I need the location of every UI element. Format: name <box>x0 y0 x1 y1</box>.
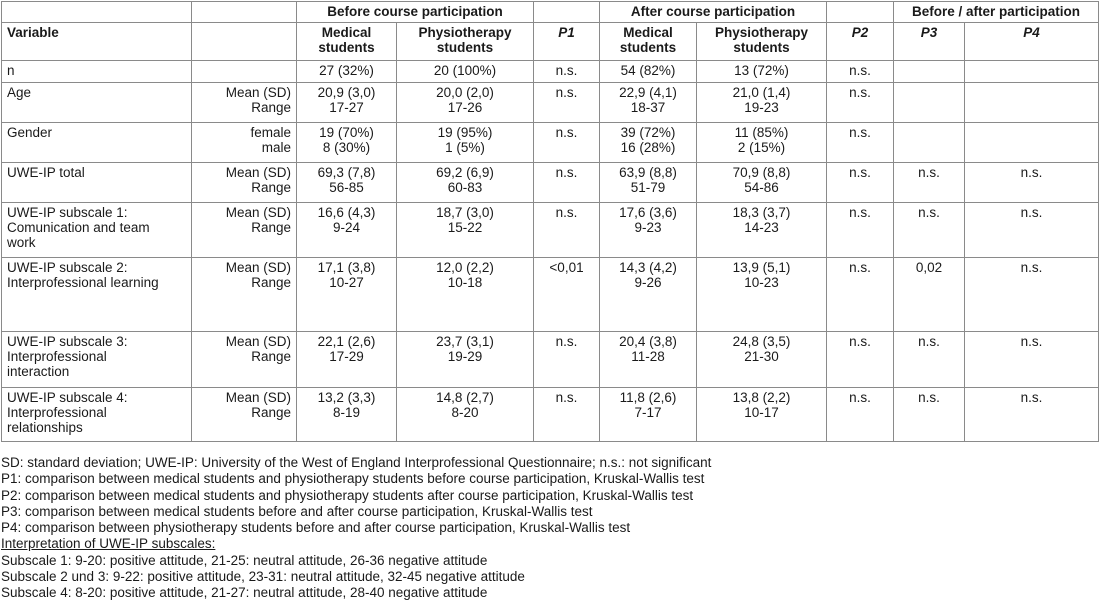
cell-line: Mean (SD) <box>225 390 291 405</box>
cell-line: Range <box>251 100 291 115</box>
cell-line: 13,2 (3,3) <box>317 390 376 405</box>
header-before-group: Before course participation <box>297 2 534 23</box>
cell-line: 69,2 (6,9) <box>436 165 494 180</box>
cell-line: 11,8 (2,6) <box>619 390 677 405</box>
cell-line: 11 (85%) <box>734 125 789 140</box>
cell-p2: n.s. <box>827 203 894 258</box>
cell-line: 21,0 (1,4) <box>732 85 791 100</box>
header-empty-cell <box>192 2 297 23</box>
cell-line: UWE-IP total <box>7 165 85 180</box>
cell-line: 10-23 <box>744 275 779 290</box>
cell-line: female <box>250 125 291 140</box>
cell-p2: n.s. <box>827 83 894 123</box>
cell-before-physio <box>397 123 534 163</box>
header-empty-cell <box>192 23 297 61</box>
cell-line: Range <box>251 349 291 364</box>
header-variable: Variable <box>2 23 192 61</box>
cell-p3: 0,02 <box>894 258 965 332</box>
cell-before-medical <box>297 203 397 258</box>
cell-line: 19 (70%) <box>319 125 374 140</box>
cell-statistic <box>192 83 297 123</box>
cell-line: 1 (5%) <box>445 140 485 155</box>
cell-line: 16 (28%) <box>620 140 676 155</box>
cell-line: Interprofessional learning <box>7 275 159 290</box>
cell-p1: n.s. <box>534 61 600 83</box>
cell-p1: <0,01 <box>534 258 600 332</box>
cell-variable <box>2 258 192 332</box>
cell-before-medical <box>297 83 397 123</box>
header-after-group: After course participation <box>600 2 827 23</box>
cell-p3 <box>894 123 965 163</box>
cell-line: Mean (SD) <box>225 205 291 220</box>
table-row <box>2 332 1099 388</box>
header-group-row <box>2 2 1099 23</box>
cell-line: 39 (72%) <box>620 125 676 140</box>
cell-after-medical <box>600 123 697 163</box>
cell-before-medical <box>297 61 397 83</box>
cell-p4 <box>965 61 1099 83</box>
cell-p4: n.s. <box>965 203 1099 258</box>
cell-after-medical <box>600 163 697 203</box>
footnote: P4: comparison between physiotherapy students before and after course participation, Kruskal-Wallis test <box>1 520 631 536</box>
table-notes <box>1 455 1098 602</box>
header-p4: P4 <box>965 23 1099 61</box>
cell-line: Interprofessional <box>7 349 107 364</box>
cell-line: 56-85 <box>329 180 364 195</box>
cell-line: Mean (SD) <box>225 260 291 275</box>
interpretation-title: Interpretation of UWE-IP subscales: <box>1 536 216 552</box>
cell-after-physio <box>697 388 827 442</box>
interpretation-line: Subscale 4: 8-20: positive attitude, 21-27: neutral attitude, 28-40 negative attitude <box>1 585 488 601</box>
cell-line: 14,3 (4,2) <box>619 260 677 275</box>
header-empty-cell <box>2 2 192 23</box>
cell-p1: n.s. <box>534 332 600 388</box>
cell-after-physio <box>697 332 827 388</box>
header-empty-cell <box>827 2 894 23</box>
cell-p3: n.s. <box>894 388 965 442</box>
cell-after-medical <box>600 388 697 442</box>
cell-line: 8 (30%) <box>322 140 371 155</box>
cell-before-physio <box>397 388 534 442</box>
cell-line: 19-23 <box>744 100 779 115</box>
header-before-medical: Medical students <box>297 23 397 61</box>
cell-line: 10-18 <box>447 275 483 290</box>
cell-line: 20 (100%) <box>433 63 497 78</box>
cell-line: interaction <box>7 364 70 379</box>
cell-after-physio <box>697 123 827 163</box>
table-row <box>2 388 1099 442</box>
cell-p2: n.s. <box>827 61 894 83</box>
cell-after-physio <box>697 163 827 203</box>
cell-line: 17-26 <box>447 100 483 115</box>
cell-variable <box>2 203 192 258</box>
cell-line: 9-23 <box>634 220 662 235</box>
cell-line: relationships <box>7 420 83 435</box>
cell-line: UWE-IP subscale 4: <box>7 390 128 405</box>
header-p3: P3 <box>894 23 965 61</box>
interpretation-line: Subscale 2 und 3: 9-22: positive attitude, 23-31: neutral attitude, 32-45 negative attitude <box>1 569 525 585</box>
cell-statistic <box>192 332 297 388</box>
cell-line: 11-28 <box>631 349 665 364</box>
table-row <box>2 163 1099 203</box>
cell-variable <box>2 163 192 203</box>
cell-line: 51-79 <box>630 180 666 195</box>
cell-line: 9-24 <box>332 220 361 235</box>
cell-p3 <box>894 61 965 83</box>
cell-line: 17-27 <box>329 100 364 115</box>
cell-line: UWE-IP subscale 2: <box>7 260 128 275</box>
cell-variable <box>2 83 192 123</box>
cell-line: 18,3 (3,7) <box>732 205 791 220</box>
cell-line: 20,0 (2,0) <box>436 85 494 100</box>
cell-line: 17-29 <box>329 349 364 364</box>
cell-p4: n.s. <box>965 388 1099 442</box>
cell-line: 23,7 (3,1) <box>436 334 494 349</box>
cell-before-medical <box>297 123 397 163</box>
cell-line: Age <box>7 85 32 100</box>
results-table-frame <box>1 1 1098 442</box>
cell-line: 24,8 (3,5) <box>732 334 791 349</box>
cell-p1: n.s. <box>534 83 600 123</box>
cell-p3 <box>894 83 965 123</box>
cell-variable <box>2 332 192 388</box>
header-before-after-group: Before / after participation <box>894 2 1099 23</box>
cell-line: 63,9 (8,8) <box>619 165 677 180</box>
cell-line: 22,9 (4,1) <box>619 85 677 100</box>
cell-line: UWE-IP subscale 1: <box>7 205 128 220</box>
cell-line: 13,9 (5,1) <box>732 260 791 275</box>
cell-before-physio <box>397 258 534 332</box>
cell-line: 17,1 (3,8) <box>317 260 376 275</box>
cell-line: 8-19 <box>332 405 361 420</box>
cell-line: 19 (95%) <box>437 125 493 140</box>
cell-p4: n.s. <box>965 163 1099 203</box>
cell-after-medical <box>600 332 697 388</box>
cell-p2: n.s. <box>827 123 894 163</box>
footnote: P1: comparison between medical students and physiotherapy students before course participation, Kruskal-Wallis test <box>1 471 705 487</box>
notes-list <box>1 455 1098 536</box>
footnote: P2: comparison between medical students and physiotherapy students after course participation, Kruskal-Wallis test <box>1 487 694 503</box>
cell-statistic <box>192 163 297 203</box>
cell-after-medical <box>600 258 697 332</box>
cell-before-medical <box>297 332 397 388</box>
cell-line: Mean (SD) <box>225 85 291 100</box>
cell-p2: n.s. <box>827 258 894 332</box>
cell-line: 8-20 <box>451 405 479 420</box>
cell-statistic <box>192 258 297 332</box>
cell-p1: n.s. <box>534 388 600 442</box>
cell-line: Range <box>251 275 291 290</box>
cell-p2: n.s. <box>827 163 894 203</box>
cell-after-physio <box>697 61 827 83</box>
interpretation-line: Subscale 1: 9-20: positive attitude, 21-25: neutral attitude, 26-36 negative attitude <box>1 552 488 568</box>
header-after-medical: Medical students <box>600 23 697 61</box>
cell-p1: n.s. <box>534 163 600 203</box>
cell-line: UWE-IP subscale 3: <box>7 334 128 349</box>
cell-before-medical <box>297 258 397 332</box>
cell-line: 10-17 <box>744 405 779 420</box>
cell-statistic <box>192 61 297 83</box>
cell-line: 69,3 (7,8) <box>317 165 376 180</box>
cell-p3: n.s. <box>894 332 965 388</box>
cell-line: Mean (SD) <box>225 165 291 180</box>
cell-line: 15-22 <box>447 220 483 235</box>
cell-before-physio <box>397 163 534 203</box>
cell-line: 16,6 (4,3) <box>317 205 376 220</box>
cell-line: 27 (32%) <box>319 63 374 78</box>
cell-line: Mean (SD) <box>225 334 291 349</box>
table-row <box>2 83 1099 123</box>
cell-after-medical <box>600 203 697 258</box>
cell-line: work <box>7 235 36 250</box>
cell-line: 20,9 (3,0) <box>317 85 376 100</box>
cell-variable <box>2 388 192 442</box>
cell-before-physio <box>397 203 534 258</box>
cell-line: 54-86 <box>744 180 779 195</box>
header-before-physio: Physiotherapy students <box>397 23 534 61</box>
cell-line: 14-23 <box>744 220 779 235</box>
cell-after-physio <box>697 258 827 332</box>
cell-line: 22,1 (2,6) <box>317 334 376 349</box>
header-empty-cell <box>534 2 600 23</box>
footnote: SD: standard deviation; UWE-IP: University of the West of England Interprofessional Questionnaire; n.s.: not significant <box>1 455 712 470</box>
table-row <box>2 258 1099 332</box>
cell-line: 10-27 <box>329 275 364 290</box>
cell-line: 18,7 (3,0) <box>436 205 494 220</box>
results-table <box>1 1 1099 442</box>
table-body <box>2 61 1099 442</box>
cell-line: 9-26 <box>634 275 662 290</box>
cell-statistic <box>192 388 297 442</box>
cell-after-physio <box>697 203 827 258</box>
cell-p2: n.s. <box>827 332 894 388</box>
cell-line: male <box>261 140 291 155</box>
cell-line: Range <box>251 405 291 420</box>
cell-line: 14,8 (2,7) <box>436 390 494 405</box>
cell-line: 2 (15%) <box>737 140 786 155</box>
cell-p2: n.s. <box>827 388 894 442</box>
cell-line: 13,8 (2,2) <box>732 390 791 405</box>
table-row <box>2 123 1099 163</box>
cell-line: n <box>7 63 15 78</box>
cell-line: 18-37 <box>630 100 666 115</box>
cell-line: Range <box>251 220 291 235</box>
cell-after-physio <box>697 83 827 123</box>
cell-after-medical <box>600 83 697 123</box>
cell-line: Gender <box>7 125 53 140</box>
cell-line: 19-29 <box>447 349 483 364</box>
cell-statistic <box>192 123 297 163</box>
header-p1: P1 <box>534 23 600 61</box>
cell-after-medical <box>600 61 697 83</box>
cell-p4 <box>965 83 1099 123</box>
interpretation-list <box>1 553 1098 602</box>
cell-variable <box>2 61 192 83</box>
cell-line: 7-17 <box>634 405 662 420</box>
cell-line: 21-30 <box>744 349 779 364</box>
cell-p4: n.s. <box>965 332 1099 388</box>
cell-before-physio <box>397 332 534 388</box>
header-column-row <box>2 23 1099 61</box>
table-row <box>2 203 1099 258</box>
cell-before-physio <box>397 61 534 83</box>
cell-line: 13 (72%) <box>734 63 789 78</box>
cell-p1: n.s. <box>534 203 600 258</box>
cell-line: 60-83 <box>447 180 483 195</box>
footnote: P3: comparison between medical students before and after course participation, Kruskal-Wallis test <box>1 503 593 519</box>
cell-before-medical <box>297 388 397 442</box>
cell-p4: n.s. <box>965 258 1099 332</box>
cell-before-medical <box>297 163 397 203</box>
cell-p3: n.s. <box>894 203 965 258</box>
cell-line: 54 (82%) <box>620 63 676 78</box>
cell-statistic <box>192 203 297 258</box>
cell-p1: n.s. <box>534 123 600 163</box>
cell-p3: n.s. <box>894 163 965 203</box>
cell-line: Range <box>251 180 291 195</box>
cell-line: 70,9 (8,8) <box>732 165 791 180</box>
cell-line: 20,4 (3,8) <box>619 334 677 349</box>
cell-before-physio <box>397 83 534 123</box>
cell-p4 <box>965 123 1099 163</box>
header-after-physio: Physiotherapy students <box>697 23 827 61</box>
cell-line: 12,0 (2,2) <box>436 260 494 275</box>
cell-variable <box>2 123 192 163</box>
cell-line: Interprofessional <box>7 405 107 420</box>
cell-line: 17,6 (3,6) <box>619 205 677 220</box>
header-p2: P2 <box>827 23 894 61</box>
table-row <box>2 61 1099 83</box>
cell-line: Comunication and team <box>7 220 150 235</box>
